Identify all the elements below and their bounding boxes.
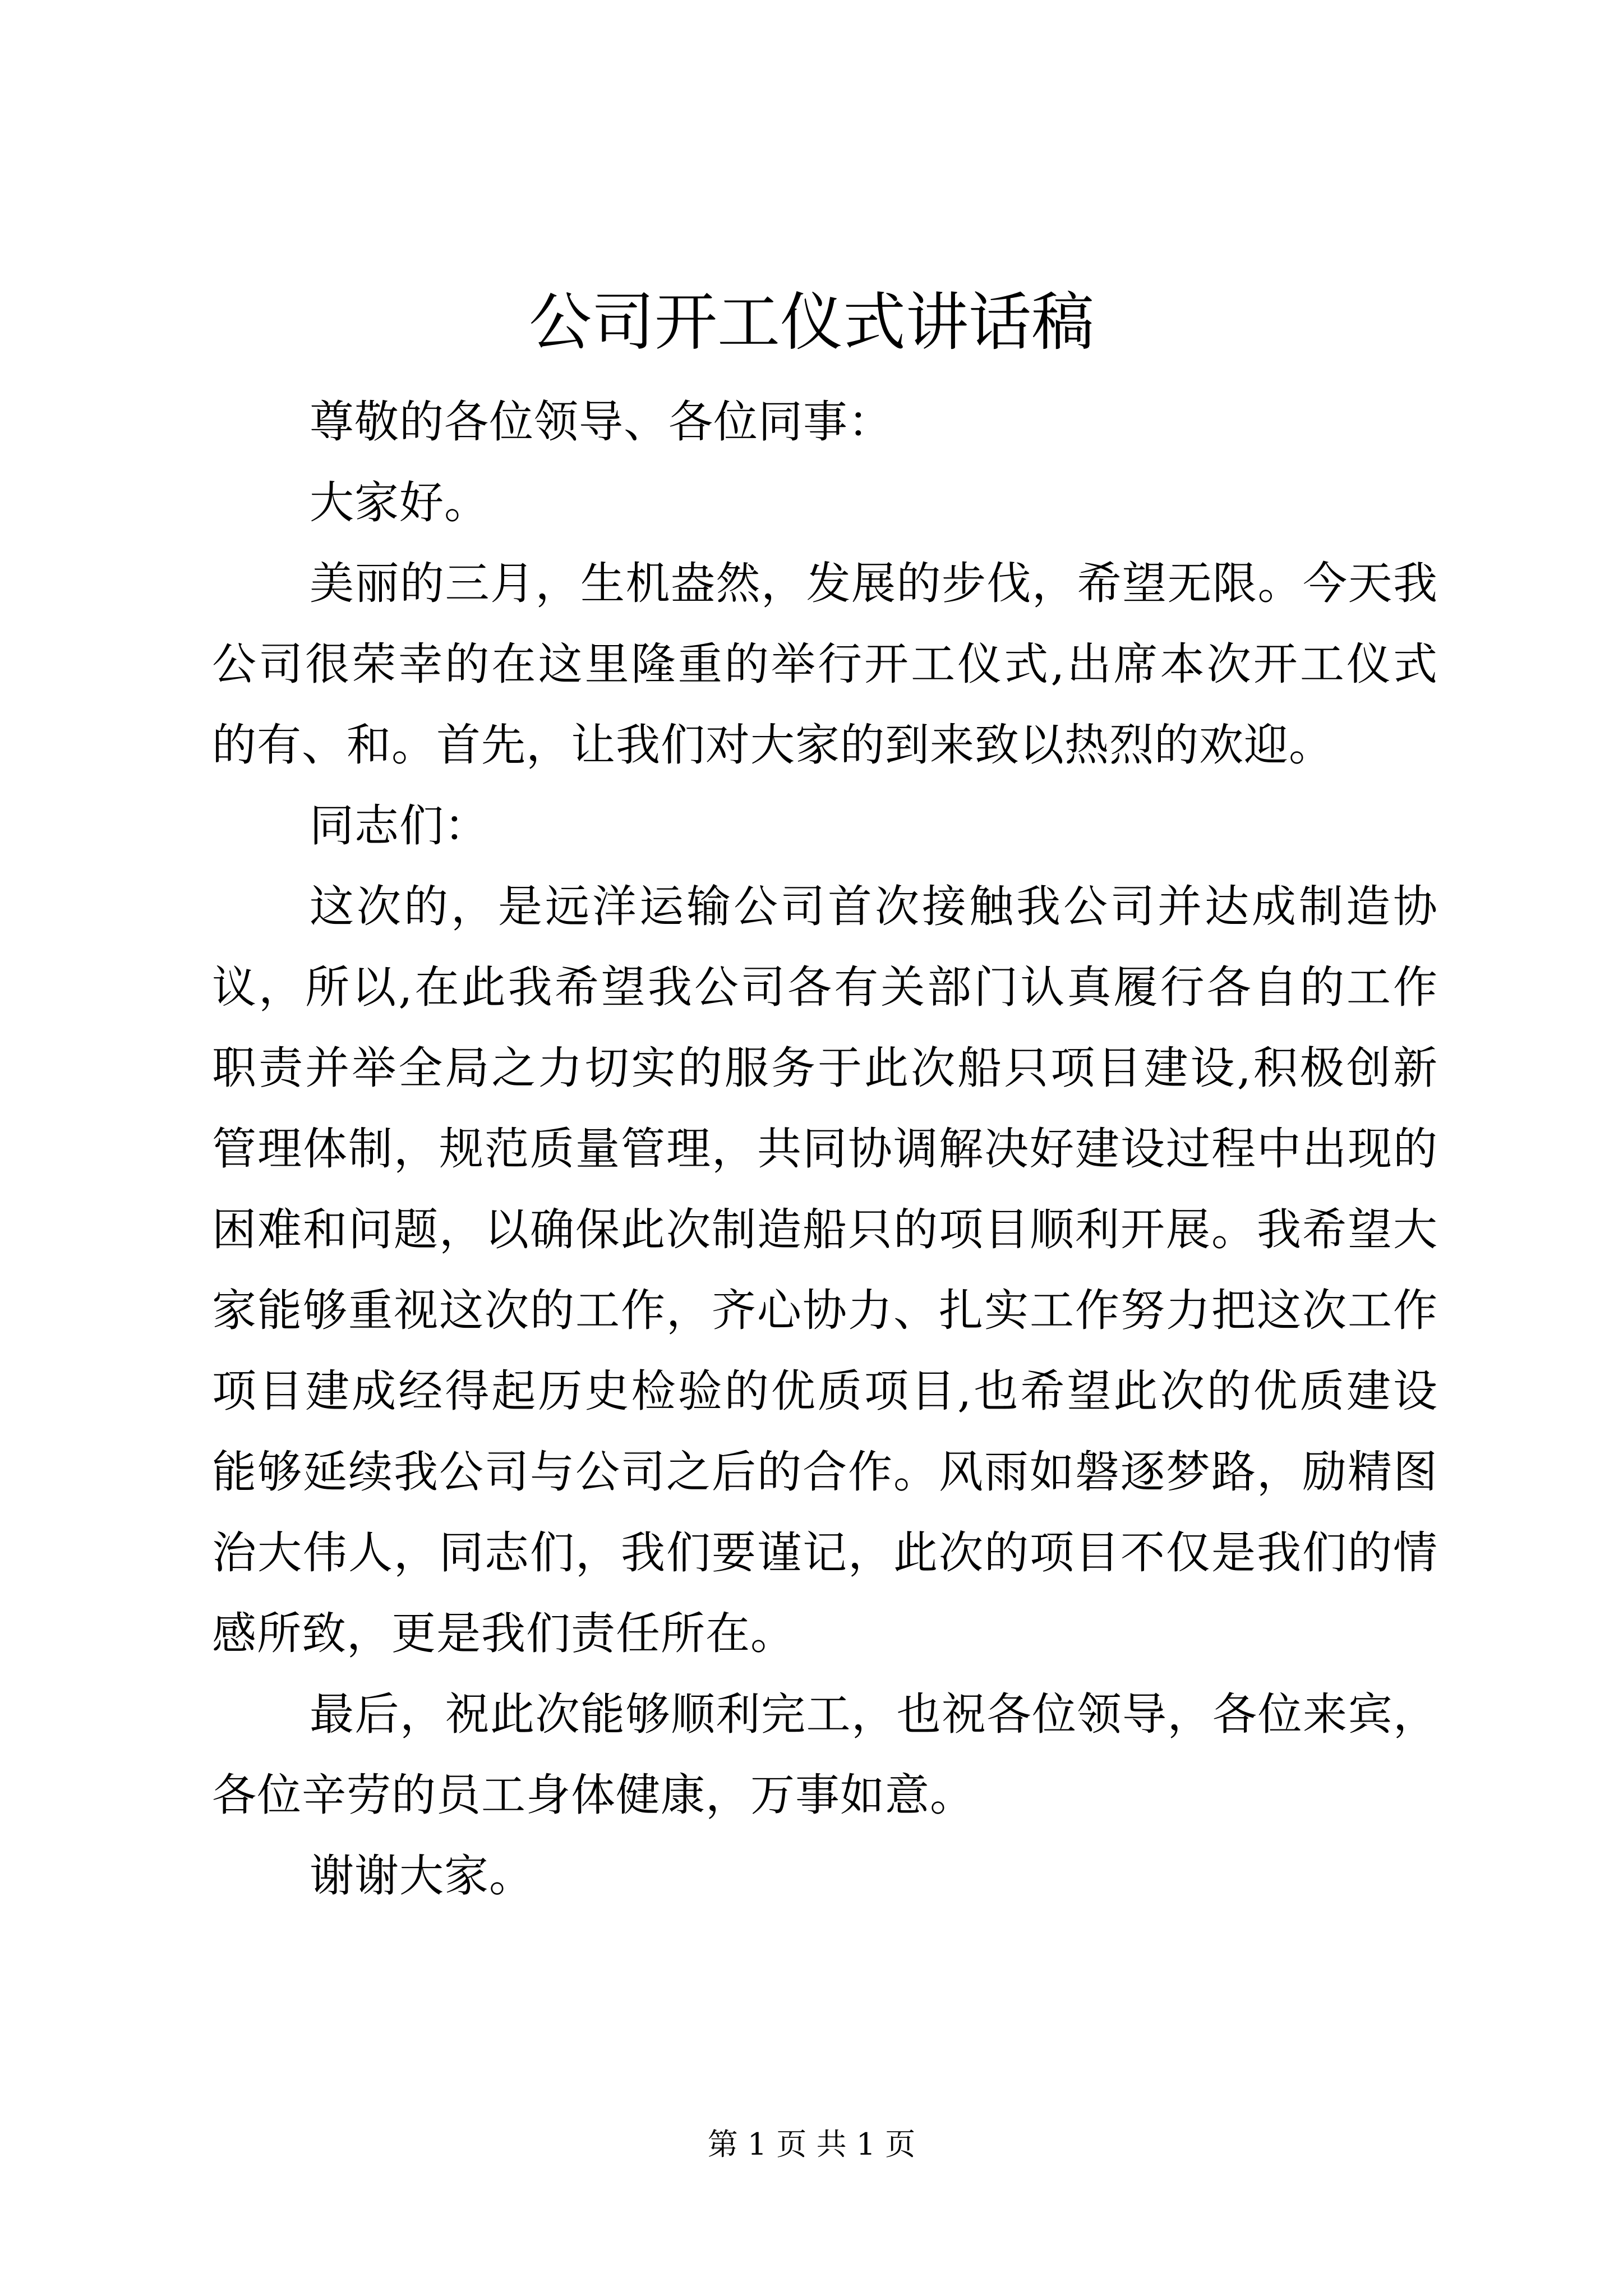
salutation-paragraph: 尊敬的各位领导、各位同事： <box>310 396 893 448</box>
closing-wishes-paragraph: 最后，祝此次能够顺利完工，也祝各位领导，各位来宾，各位辛劳的员工身体健康，万事如意。 <box>212 1688 1438 1821</box>
greeting-paragraph: 大家好。 <box>310 477 489 528</box>
opening-paragraph: 美丽的三月，生机盎然，发展的步伐，希望无限。今天我公司很荣幸的在这里隆重的举行开工仪式,出席本次开工仪式的有、和。首先，让我们对大家的到来致以热烈的欢迎。 <box>212 558 1438 771</box>
thanks-paragraph: 谢谢大家。 <box>310 1850 534 1902</box>
document-body <box>212 381 1438 1916</box>
document-title: 公司开工仪式讲话稿 <box>529 286 1094 359</box>
page-footer: 第 1 页 共 1 页 <box>707 2127 916 2162</box>
main-paragraph: 这次的，是远洋运输公司首次接触我公司并达成制造协议，所以,在此我希望我公司各有关部门认真履行各自的工作职责并举全局之力切实的服务于此次船只项目建设,积极创新管理体制，规范质量管理，共同协调解决好建设过程中出现的困难和问题，以确保此次制造船只的项目顺利开展。我希望大家能够重视这次的工作，齐心协力、扎实工作努力把这次工作项目建成经得起历史检验的优质项目,也希望此次的优质建设能够延续我公司与公司之后的合作。风雨如磐逐梦路，励精图治大伟人，同志们，我们要谨记，此次的项目不仅是我们的情感所致，更是我们责任所在。 <box>212 881 1438 1659</box>
comrades-paragraph: 同志们： <box>310 800 489 852</box>
